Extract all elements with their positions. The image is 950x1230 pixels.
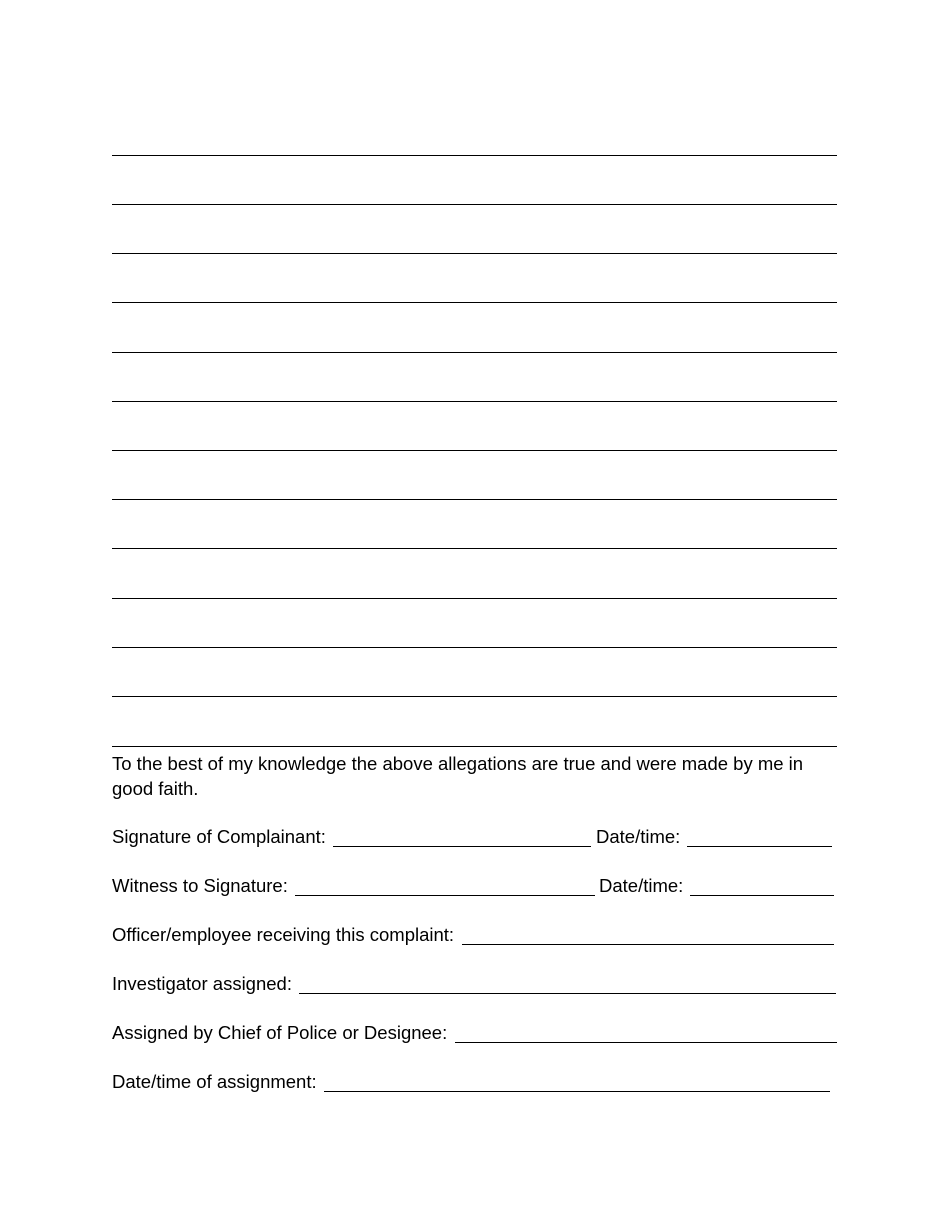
narrative-line (112, 401, 837, 402)
officer-receiving-row (112, 922, 837, 948)
datetime-of-assignment-label: Date/time of assignment: (112, 1071, 317, 1092)
narrative-line (112, 499, 837, 500)
assigned-by-chief-label: Assigned by Chief of Police or Designee: (112, 1022, 448, 1043)
complainant-signature-field[interactable] (333, 846, 591, 847)
witness-to-signature-label: Witness to Signature: (112, 875, 288, 896)
narrative-line (112, 204, 837, 205)
datetime-label: Date/time: (596, 826, 681, 847)
witness-signature-field[interactable] (295, 895, 595, 896)
witness-datetime-field[interactable] (690, 895, 834, 896)
narrative-line (112, 647, 837, 648)
narrative-line (112, 352, 837, 353)
narrative-line (112, 450, 837, 451)
complainant-datetime-field[interactable] (687, 846, 832, 847)
narrative-line (112, 253, 837, 254)
narrative-line (112, 302, 837, 303)
assignment-datetime-field[interactable] (324, 1091, 830, 1092)
investigator-assigned-label: Investigator assigned: (112, 973, 292, 994)
assignment-datetime-row (112, 1069, 837, 1095)
narrative-line (112, 598, 837, 599)
investigator-row (112, 971, 837, 997)
assigned-by-row (112, 1020, 837, 1046)
investigator-assigned-field[interactable] (299, 993, 836, 994)
officer-employee-label: Officer/employee receiving this complaint: (112, 924, 455, 945)
complainant-signature-row (112, 824, 837, 850)
witness-signature-row (112, 873, 837, 899)
narrative-line (112, 696, 837, 697)
narrative-line (112, 548, 837, 549)
assigned-by-chief-field[interactable] (455, 1042, 837, 1043)
narrative-line (112, 746, 837, 747)
officer-employee-field[interactable] (462, 944, 834, 945)
datetime-label: Date/time: (599, 875, 684, 896)
good-faith-statement: To the best of my knowledge the above allegations are true and were made by me in good faith. (112, 753, 804, 799)
signature-of-complainant-label: Signature of Complainant: (112, 826, 326, 847)
narrative-line (112, 155, 837, 156)
